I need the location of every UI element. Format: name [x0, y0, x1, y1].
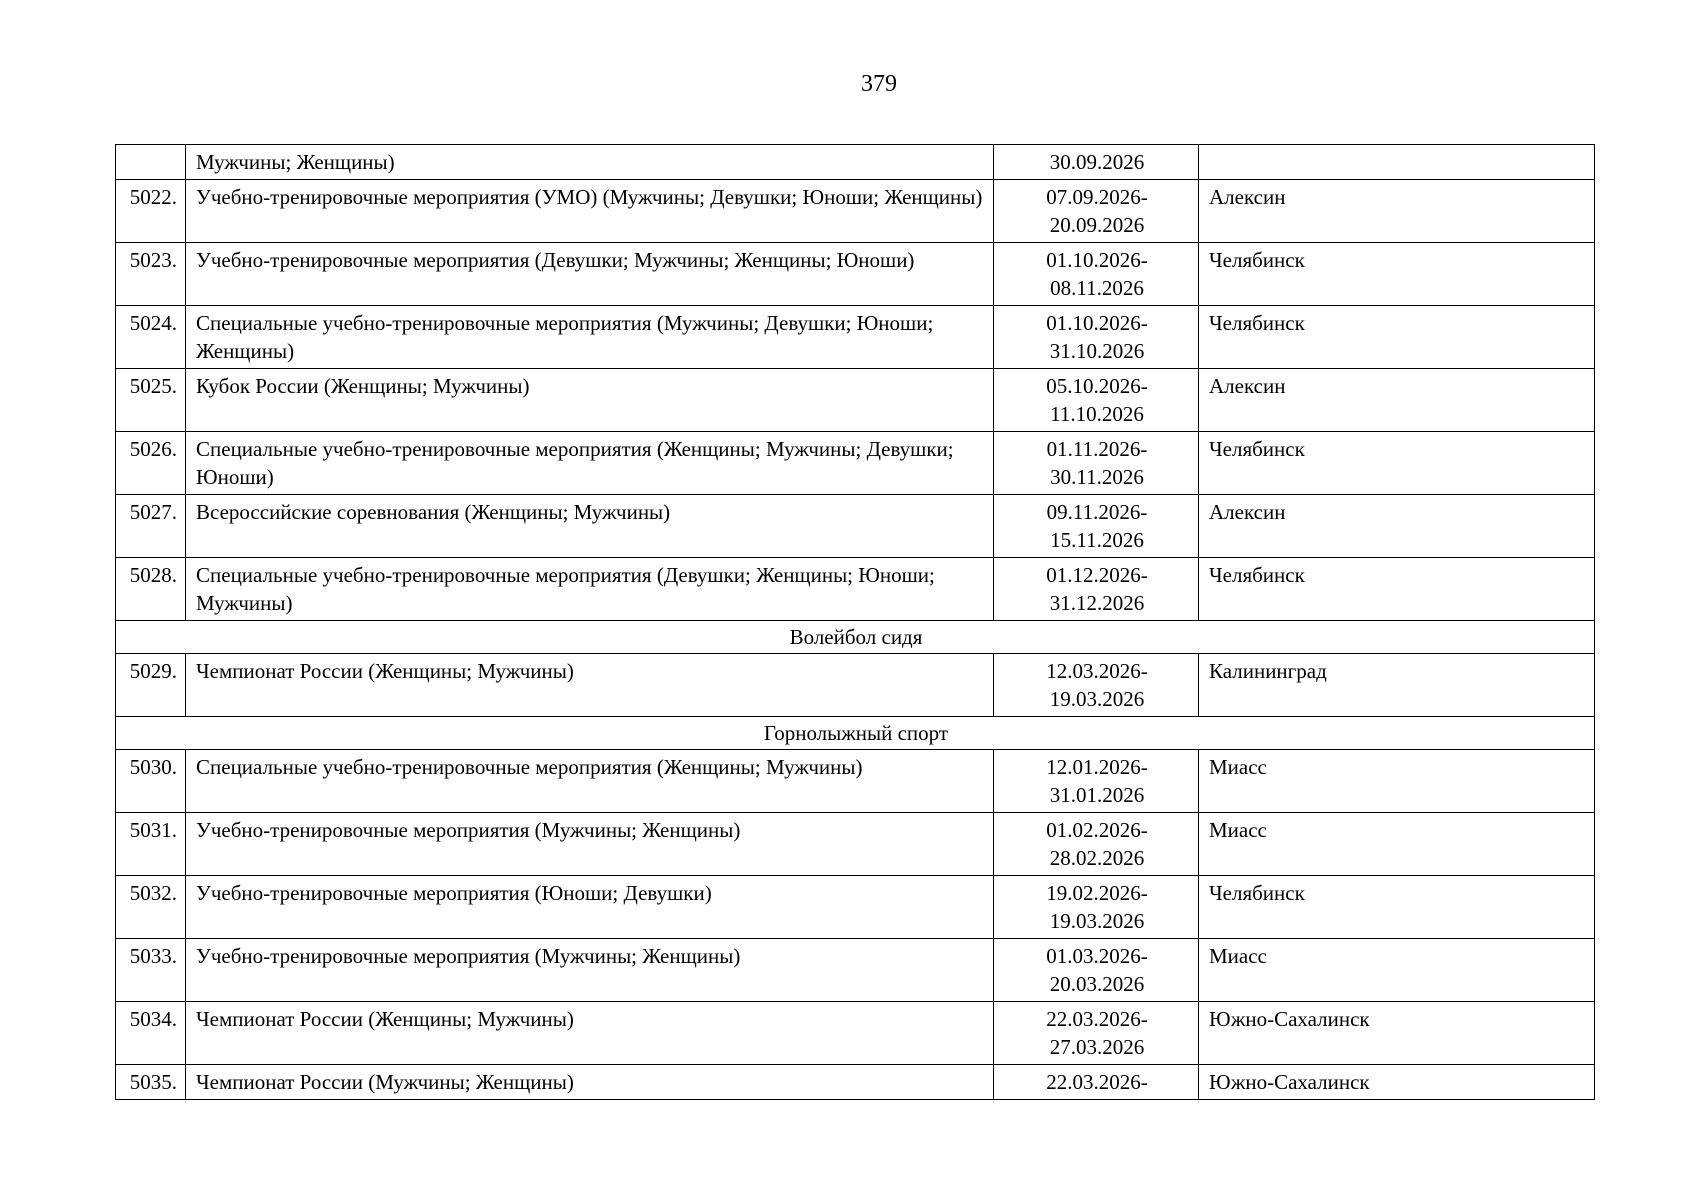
row-number: 5025.	[116, 369, 186, 432]
row-number: 5031.	[116, 813, 186, 876]
event-dates	[994, 558, 1199, 621]
event-place: Южно-Сахалинск	[1199, 1065, 1595, 1100]
section-title: Волейбол сидя	[116, 621, 1595, 654]
date-start: 01.11.2026-	[1046, 437, 1148, 461]
date-start: 09.11.2026-	[1046, 500, 1148, 524]
event-name: Чемпионат России (Мужчины; Женщины)	[186, 1065, 994, 1100]
event-name: Учебно-тренировочные мероприятия (Мужчины; Женщины)	[186, 813, 994, 876]
row-number: 5024.	[116, 306, 186, 369]
row-number: 5033.	[116, 939, 186, 1002]
section-title: Горнолыжный спорт	[116, 717, 1595, 750]
date-end: 20.09.2026	[1049, 213, 1145, 237]
event-place: Миасс	[1199, 750, 1595, 813]
date-start: 01.02.2026-	[1046, 818, 1148, 842]
event-dates	[994, 369, 1199, 432]
event-place: Алексин	[1199, 495, 1595, 558]
event-name: Учебно-тренировочные мероприятия (Девушки; Мужчины; Женщины; Юноши)	[186, 243, 994, 306]
table-row	[116, 876, 1595, 939]
section-header-row	[116, 621, 1595, 654]
event-place: Алексин	[1199, 180, 1595, 243]
event-name: Специальные учебно-тренировочные мероприятия (Женщины; Мужчины)	[186, 750, 994, 813]
section-header-row	[116, 717, 1595, 750]
row-number: 5035.	[116, 1065, 186, 1100]
row-number	[116, 145, 186, 180]
event-name: Всероссийские соревнования (Женщины; Мужчины)	[186, 495, 994, 558]
table-row	[116, 813, 1595, 876]
schedule-table	[115, 144, 1595, 1100]
table-row	[116, 306, 1595, 369]
event-dates	[994, 876, 1199, 939]
date-start: 12.01.2026-	[1046, 755, 1148, 779]
date-end: 11.10.2026	[1050, 402, 1144, 426]
event-place	[1199, 145, 1595, 180]
date-end: 28.02.2026	[1049, 846, 1145, 870]
date-end: 08.11.2026	[1050, 276, 1144, 300]
row-number: 5028.	[116, 558, 186, 621]
event-place: Челябинск	[1199, 876, 1595, 939]
table-row	[116, 145, 1595, 180]
date-start: 01.03.2026-	[1046, 944, 1148, 968]
event-name: Учебно-тренировочные мероприятия (Юноши; Девушки)	[186, 876, 994, 939]
row-number: 5030.	[116, 750, 186, 813]
date-start: 22.03.2026-	[1046, 1007, 1148, 1031]
date-start: 01.12.2026-	[1046, 563, 1148, 587]
event-name: Мужчины; Женщины)	[186, 145, 994, 180]
event-place: Миасс	[1199, 939, 1595, 1002]
event-name: Специальные учебно-тренировочные мероприятия (Девушки; Женщины; Юноши; Мужчины)	[186, 558, 994, 621]
date-end: 31.10.2026	[1049, 339, 1145, 363]
table-row	[116, 1002, 1595, 1065]
event-place: Миасс	[1199, 813, 1595, 876]
event-name: Кубок России (Женщины; Мужчины)	[186, 369, 994, 432]
row-number: 5032.	[116, 876, 186, 939]
event-dates	[994, 939, 1199, 1002]
row-number: 5022.	[116, 180, 186, 243]
date-start: 01.10.2026-	[1046, 311, 1148, 335]
row-number: 5023.	[116, 243, 186, 306]
event-place: Алексин	[1199, 369, 1595, 432]
event-place: Челябинск	[1199, 558, 1595, 621]
table-row	[116, 750, 1595, 813]
date-start: 22.03.2026-	[1046, 1070, 1148, 1094]
event-dates	[994, 750, 1199, 813]
event-dates	[994, 813, 1199, 876]
event-dates	[994, 1065, 1199, 1100]
date-end: 19.03.2026	[1049, 687, 1145, 711]
event-place: Калининград	[1199, 654, 1595, 717]
event-dates	[994, 306, 1199, 369]
date-start: 07.09.2026-	[1046, 185, 1148, 209]
event-dates	[994, 145, 1199, 180]
row-number: 5029.	[116, 654, 186, 717]
event-dates	[994, 654, 1199, 717]
event-dates	[994, 1002, 1199, 1065]
date-end: 30.11.2026	[1050, 465, 1144, 489]
page-number: 379	[861, 71, 897, 97]
table-row	[116, 432, 1595, 495]
event-name: Учебно-тренировочные мероприятия (УМО) (Мужчины; Девушки; Юноши; Женщины)	[186, 180, 994, 243]
event-dates	[994, 243, 1199, 306]
event-dates	[994, 495, 1199, 558]
table-row	[116, 1065, 1595, 1100]
date-end: 27.03.2026	[1049, 1035, 1145, 1059]
event-name: Учебно-тренировочные мероприятия (Мужчины; Женщины)	[186, 939, 994, 1002]
event-dates	[994, 180, 1199, 243]
table-row	[116, 243, 1595, 306]
event-name: Специальные учебно-тренировочные мероприятия (Мужчины; Девушки; Юноши; Женщины)	[186, 306, 994, 369]
row-number: 5026.	[116, 432, 186, 495]
date-end: 20.03.2026	[1049, 972, 1145, 996]
table-row	[116, 939, 1595, 1002]
date-start: 01.10.2026-	[1046, 248, 1148, 272]
date-start: 05.10.2026-	[1046, 374, 1148, 398]
event-place: Южно-Сахалинск	[1199, 1002, 1595, 1065]
row-number: 5027.	[116, 495, 186, 558]
date-end: 15.11.2026	[1050, 528, 1144, 552]
date-end: 19.03.2026	[1049, 909, 1145, 933]
row-number: 5034.	[116, 1002, 186, 1065]
table-row	[116, 558, 1595, 621]
table-row	[116, 369, 1595, 432]
event-name: Чемпионат России (Женщины; Мужчины)	[186, 1002, 994, 1065]
event-place: Челябинск	[1199, 432, 1595, 495]
event-place: Челябинск	[1199, 243, 1595, 306]
event-name: Чемпионат России (Женщины; Мужчины)	[186, 654, 994, 717]
event-dates	[994, 432, 1199, 495]
event-name: Специальные учебно-тренировочные мероприятия (Женщины; Мужчины; Девушки; Юноши)	[186, 432, 994, 495]
table-row	[116, 180, 1595, 243]
date-start: 12.03.2026-	[1046, 659, 1148, 683]
table-row	[116, 654, 1595, 717]
event-place: Челябинск	[1199, 306, 1595, 369]
table-row	[116, 495, 1595, 558]
date-start: 30.09.2026	[1049, 150, 1145, 174]
date-start: 19.02.2026-	[1046, 881, 1148, 905]
date-end: 31.12.2026	[1049, 591, 1145, 615]
date-end: 31.01.2026	[1049, 783, 1145, 807]
